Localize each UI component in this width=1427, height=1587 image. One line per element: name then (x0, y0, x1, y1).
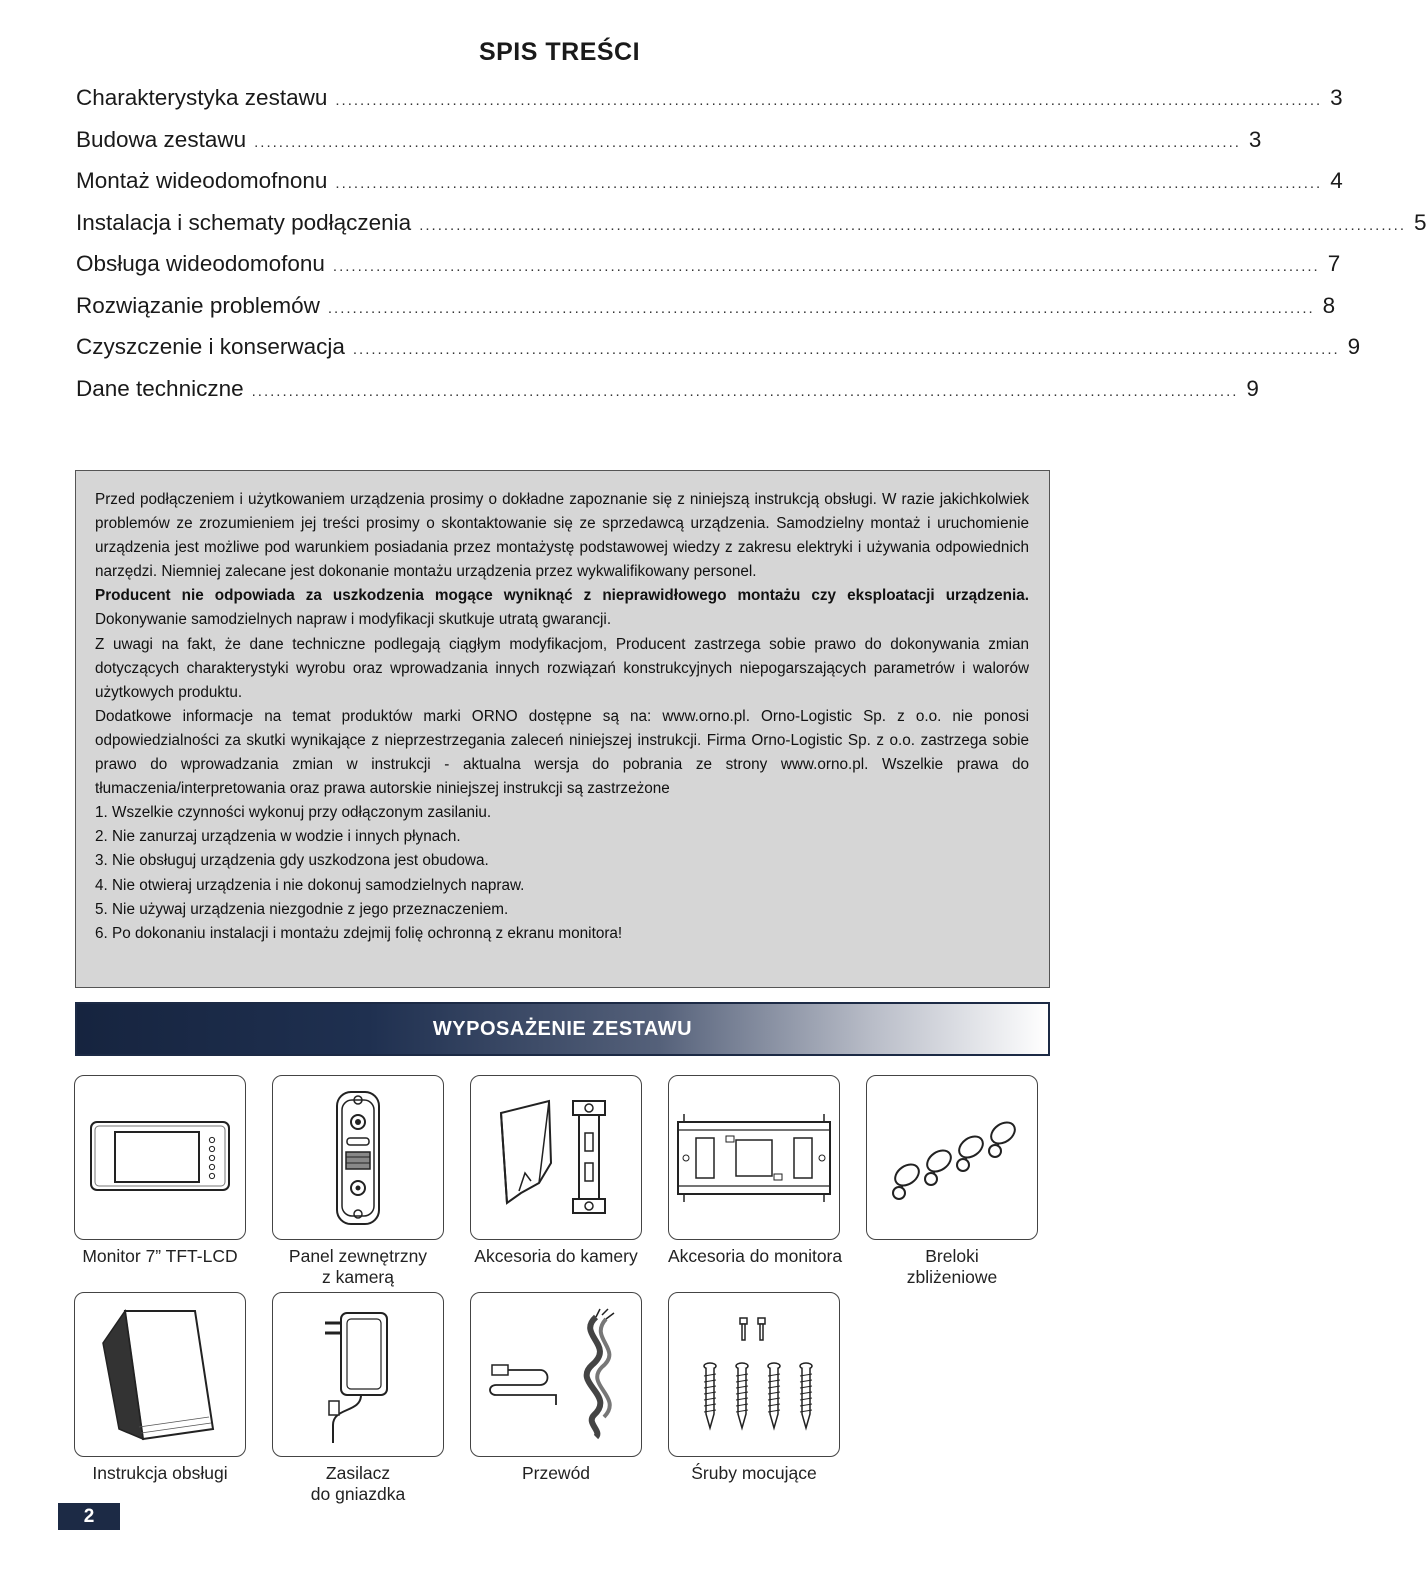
toc-entry[interactable] (76, 375, 1259, 418)
toc-entry-label: Obsługa wideodomofonu (76, 251, 325, 276)
toc-entry[interactable] (76, 251, 1341, 293)
toc-entry[interactable] (76, 126, 1262, 169)
kit-item-label: Instrukcja obsługi (92, 1463, 228, 1483)
kit-item-label: Zasilacz do gniazdka (310, 1463, 406, 1504)
kit-item-monitor-accessories (668, 1075, 843, 1267)
safety-rule: 3. Nie obsługuj urządzenia gdy uszkodzona jest obudowa. (95, 852, 489, 870)
notice-paragraph (95, 584, 1029, 632)
toc-entry-page: 4 (1330, 168, 1343, 193)
notice-bold-warning: Producent nie odpowiada za uszkodzenia mogące wyniknąć z nieprawidłowego montażu czy eksploatacji urządzenia. (95, 587, 1029, 605)
kit-item-monitor (74, 1075, 246, 1267)
safety-rule: 2. Nie zanurzaj urządzenia w wodzie i innych płynach. (95, 828, 461, 846)
toc-entry[interactable] (76, 168, 1343, 210)
camera-accessories-icon (470, 1075, 642, 1240)
safety-rule: 5. Nie używaj urządzenia niezgodnie z jego przeznaczeniem. (95, 900, 509, 918)
kit-item-label: Akcesoria do kamery (474, 1246, 638, 1266)
toc-leader: ................................................................................................................................................................ (332, 258, 1320, 275)
safety-notice-box (75, 470, 1050, 988)
notice-warranty-text: Dokonywanie samodzielnych napraw i modyfikacji skutkuje utratą gwarancji. (95, 611, 612, 629)
page-number: 2 (58, 1503, 120, 1530)
screws-icon (668, 1292, 840, 1457)
toc-entry-page: 3 (1330, 85, 1343, 110)
toc-leader: ................................................................................................................................................................ (335, 92, 1323, 109)
toc-entry[interactable] (76, 85, 1343, 127)
monitor-icon (74, 1075, 246, 1240)
notice-paragraph: Dodatkowe informacje na temat produktów marki ORNO dostępne są na: www.orno.pl. Orno-Logistic Sp. z o.o. nie ponosi odpowiedzialności za skutki wynikające z nieprzestrzegania zaleceń niniejszej instrukcji. Firma Orno-Logistic Sp. z o.o. zastrzega sobie prawo do wprowadzania zmian w instrukcji - aktualna wersja do pobrania ze strony www.orno.pl. Wszelkie prawa do tłumaczenia/interpretowania oraz prawa autorskie niniejszej instrukcji są zastrzeżone (95, 707, 1029, 798)
toc-entry-label: Budowa zestawu (76, 126, 247, 152)
kit-section-title: WYPOSAŻENIE ZESTAWU (432, 1017, 693, 1040)
kit-item-door-panel (272, 1075, 444, 1288)
toc-title: SPIS TREŚCI (478, 38, 641, 66)
kit-item-label: Monitor 7” TFT-LCD (82, 1246, 238, 1266)
kit-item-power-adapter (272, 1292, 444, 1505)
toc-entry-label: Instalacja i schematy podłączenia (76, 209, 412, 235)
safety-rules-list (95, 801, 1029, 946)
toc-leader: ................................................................................................................................................................ (254, 133, 1241, 151)
toc-entry-page: 9 (1246, 375, 1259, 401)
safety-rule: 1. Wszelkie czynności wykonuj przy odłączonym zasilaniu. (95, 804, 492, 822)
power-adapter-icon (272, 1292, 444, 1457)
toc-entry-page: 9 (1347, 334, 1361, 359)
safety-rule: 6. Po dokonaniu instalacji i montażu zdejmij folię ochronną z ekranu monitora! (95, 924, 623, 942)
key-fobs-icon (866, 1075, 1038, 1240)
toc-leader: ................................................................................................................................................................ (327, 299, 1315, 317)
table-of-contents (76, 85, 1427, 417)
kit-section-header (75, 1002, 1050, 1056)
notice-paragraph: Z uwagi na fakt, że dane techniczne podlegają ciągłym modyfikacjom, Producent zastrzega sobie prawo do dokonywania zmian dotyczących charakterystyki wyrobu oraz wprowadzania innych rozwiązań konstrukcyjnych niepogarszających parametrów i walorów użytkowych produktu. (95, 635, 1029, 701)
toc-entry[interactable] (76, 209, 1427, 252)
kit-item-camera-accessories (470, 1075, 642, 1267)
kit-item-manual (74, 1292, 246, 1484)
kit-item-label: Przewód (521, 1463, 591, 1483)
toc-entry-label: Charakterystyka zestawu (76, 85, 328, 110)
kit-item-cable (470, 1292, 642, 1484)
toc-leader: ................................................................................................................................................................ (419, 216, 1406, 234)
kit-item-label: Breloki zbliżeniowe (906, 1246, 998, 1287)
kit-item-label: Śruby mocujące (691, 1463, 817, 1483)
notice-paragraph: Przed podłączeniem i użytkowaniem urządzenia prosimy o dokładne zapoznanie się z niniejszą instrukcją obsługi. W razie jakichkolwiek problemów ze zrozumieniem jej treści prosimy o skontaktowanie się ze sprzedawcą urządzenia. Samodzielny montaż i uruchomienie urządzenia jest możliwe pod warunkiem posiadania przez montażystę podstawowej wiedzy z zakresu elektryki i używania odpowiednich narzędzi. Niemniej zalecane jest dokonanie montażu urządzenia przez wykwalifikowany personel. (95, 491, 1029, 581)
toc-entry-page: 8 (1322, 292, 1336, 318)
cable-icon (470, 1292, 642, 1457)
monitor-bracket-icon (668, 1075, 840, 1240)
manual-icon (74, 1292, 246, 1457)
toc-entry-label: Montaż wideodomofnonu (76, 168, 328, 193)
toc-entry[interactable] (76, 292, 1336, 335)
toc-leader: ................................................................................................................................................................ (251, 382, 1239, 400)
toc-leader: ................................................................................................................................................................ (352, 341, 1340, 358)
toc-entry-page: 7 (1327, 251, 1341, 276)
kit-item-key-fobs (866, 1075, 1038, 1288)
safety-rule: 4. Nie otwieraj urządzenia i nie dokonuj samodzielnych napraw. (95, 876, 525, 894)
kit-item-label: Akcesoria do monitora (668, 1246, 843, 1266)
toc-entry-label: Czyszczenie i konserwacja (76, 334, 345, 359)
toc-entry[interactable] (76, 334, 1361, 376)
toc-entry-page: 3 (1248, 126, 1262, 152)
door-panel-icon (272, 1075, 444, 1240)
toc-entry-page: 5 (1413, 209, 1427, 235)
toc-leader: ................................................................................................................................................................ (335, 175, 1323, 192)
kit-item-label: Panel zewnętrzny z kamerą (288, 1246, 428, 1287)
toc-entry-label: Rozwiązanie problemów (76, 292, 320, 318)
kit-item-screws (668, 1292, 840, 1484)
toc-entry-label: Dane techniczne (76, 375, 244, 401)
